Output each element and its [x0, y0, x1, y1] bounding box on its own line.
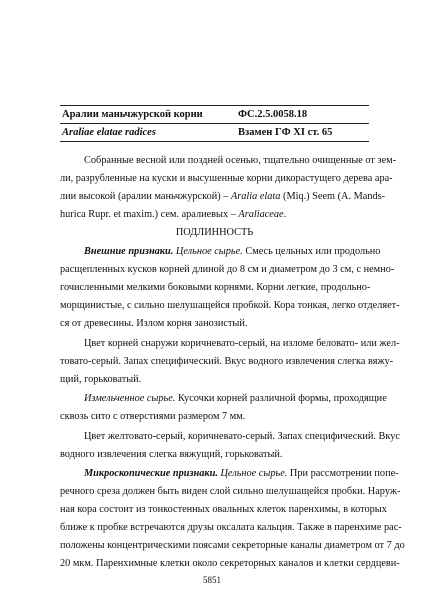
intro-line-4: hurica Rupr. et maxim.) сем. аралиевых – Araliaceae. — [60, 209, 287, 220]
header-mid-rule — [60, 123, 369, 124]
external-line-5: ся от древесины. Излом корня занозистый. — [60, 318, 248, 329]
ground-line-2: сквозь сито с отверстиями размером 7 мм. — [60, 411, 246, 422]
section-title: ПОДЛИННОСТЬ — [175, 227, 254, 238]
micro-line-2: речного среза должен быть виден слой сильно шелушащейся пробки. Наруж- — [60, 486, 401, 497]
header-top-rule — [60, 105, 369, 106]
micro-line-1: Микроскопические признаки. Цельное сырье. При рассмотрении попе- — [84, 468, 399, 479]
color1-line-1: Цвет корней снаружи коричневато-серый, на изломе беловато- или жел- — [84, 338, 400, 349]
micro-line-5: положены концентрическими поясами секреторные каналы диаметром от 7 до — [60, 540, 405, 551]
micro-line-4: ближе к пробке встречаются друзы оксалата кальция. Также в паренхиме рас- — [60, 522, 402, 533]
micro-line-3: ная кора состоит из тонкостенных овальных клеток паренхимы, в которых — [60, 504, 387, 515]
intro-line-2: ли, разрубленные на куски и высушенные корни дикорастущего дерева ара- — [60, 173, 393, 184]
header-bottom-rule — [60, 141, 369, 142]
page-number: 5851 — [203, 575, 221, 585]
replaces-note: Взамен ГФ XI ст. 65 — [238, 127, 333, 138]
external-line-2: расщепленных кусков корней длиной до 8 см и диаметром до 3 см, с немно- — [60, 264, 395, 275]
external-line-1: Внешние признаки. Цельное сырье. Смесь цельных или продольно — [84, 246, 381, 257]
color2-line-1: Цвет желтовато-серый, коричневато-серый. Запах специфический. Вкус — [84, 431, 400, 442]
monograph-title-ru: Аралии маньчжурской корни — [62, 109, 203, 120]
micro-line-6: 20 мкм. Паренхимные клетки около секреторных каналов и клетки сердцеви- — [60, 558, 400, 569]
external-line-3: гочисленными мелкими боковыми корнями. Корни легкие, продольно- — [60, 282, 371, 293]
ground-line-1: Измельченное сырье. Кусочки корней различной формы, проходящие — [84, 393, 387, 404]
color1-line-3: щий, горьковатый. — [60, 374, 142, 385]
intro-line-3: лии высокой (аралии маньчжурской) – Aralia elata (Miq.) Seem (A. Mands- — [60, 191, 386, 202]
external-line-4: морщинистые, с сильно шелушащейся пробкой. Кора тонкая, легко отделяет- — [60, 300, 400, 311]
color1-line-2: товато-серый. Запах специфический. Вкус водного извлечения слегка вяжу- — [60, 356, 394, 367]
intro-line-1: Собранные весной или поздней осенью, тщательно очищенные от зем- — [84, 155, 397, 166]
monograph-title-latin: Araliae elatae radices — [62, 127, 156, 138]
color2-line-2: водного извлечения слегка вяжущий, горьковатый. — [60, 449, 283, 460]
monograph-code: ФС.2.5.0058.18 — [238, 109, 308, 120]
